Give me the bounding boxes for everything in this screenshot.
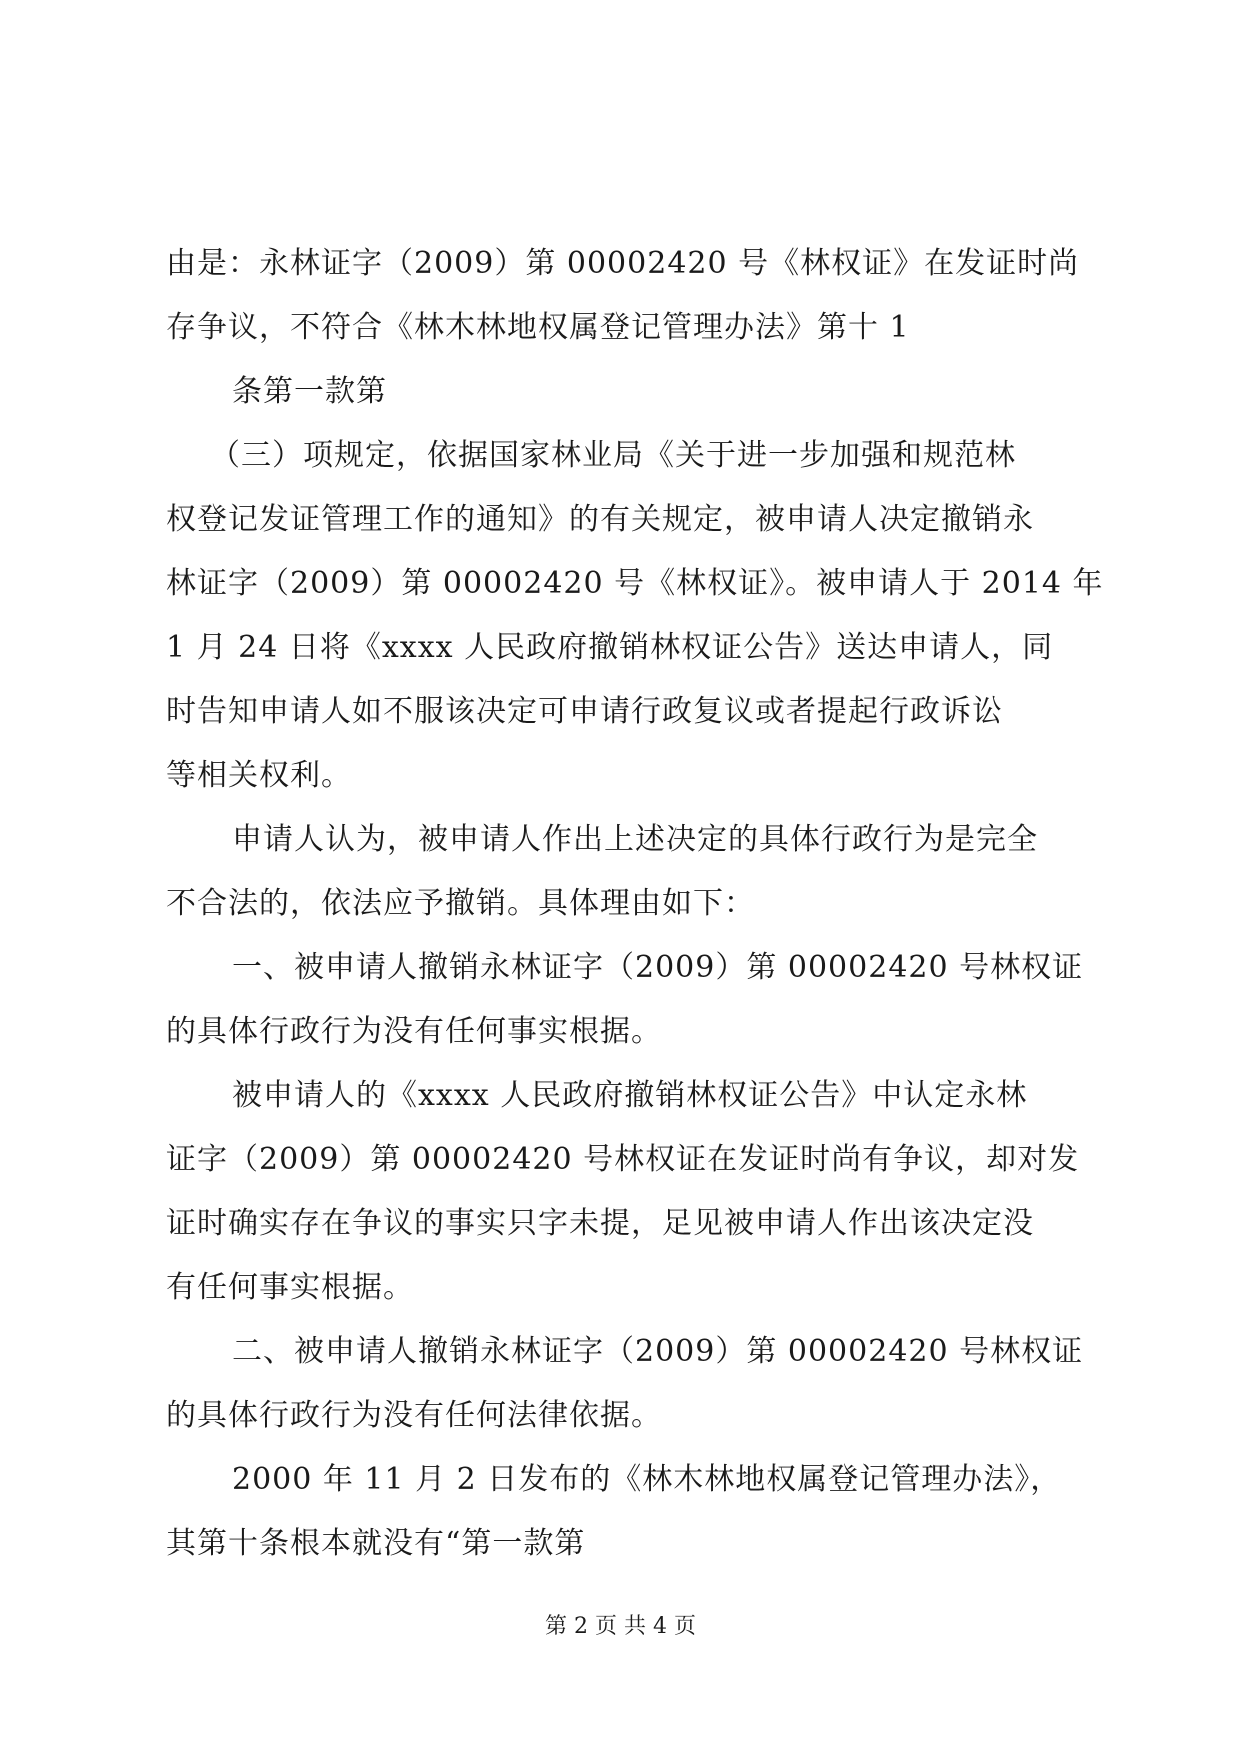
text-line: 2000 年 11 月 2 日发布的《林木林地权属登记管理办法》， (232, 1462, 1062, 1497)
text-line: 被申请人的《xxxx 人民政府撤销林权证公告》中认定永林 (232, 1078, 1028, 1113)
text-line: 有任何事实根据。 (166, 1270, 414, 1305)
text-line: 申请人认为，被申请人作出上述决定的具体行政行为是完全 (232, 822, 1038, 857)
text-line: 证时确实存在争议的事实只字未提，足见被申请人作出该决定没 (166, 1206, 1034, 1241)
text-line: 的具体行政行为没有任何法律依据。 (166, 1398, 662, 1433)
text-line: 存争议，不符合《林木林地权属登记管理办法》第十 1 (166, 310, 910, 345)
text-line: 的具体行政行为没有任何事实根据。 (166, 1014, 662, 1049)
document-body (166, 232, 1104, 1576)
text-line: 不合法的，依法应予撤销。具体理由如下： (166, 886, 755, 921)
text-line: 证字（2009）第 00002420 号林权证在发证时尚有争议，却对发 (166, 1142, 1080, 1177)
text-line: 其第十条根本就没有“第一款第 (166, 1526, 586, 1561)
text-line: 由是：永林证字（2009）第 00002420 号《林权证》在发证时尚 (166, 246, 1080, 281)
text-line: 一、被申请人撤销永林证字（2009）第 00002420 号林权证 (232, 950, 1084, 985)
text-line: 条第一款第 (232, 374, 387, 409)
page-number-footer: 第 2 页 共 4 页 (545, 1614, 696, 1639)
text-line: 二、被申请人撤销永林证字（2009）第 00002420 号林权证 (232, 1334, 1084, 1369)
text-line: 时告知申请人如不服该决定可申请行政复议或者提起行政诉讼 (166, 694, 1003, 729)
text-line: 权登记发证管理工作的通知》的有关规定，被申请人决定撤销永 (166, 502, 1034, 537)
text-line: 等相关权利。 (166, 758, 352, 793)
text-line: 1 月 24 日将《xxxx 人民政府撤销林权证公告》送达申请人，同 (166, 630, 1054, 665)
text-line: （三）项规定，依据国家林业局《关于进一步加强和规范林 (210, 438, 1016, 473)
text-line: 林证字（2009）第 00002420 号《林权证》。被申请人于 2014 年 (166, 566, 1104, 601)
